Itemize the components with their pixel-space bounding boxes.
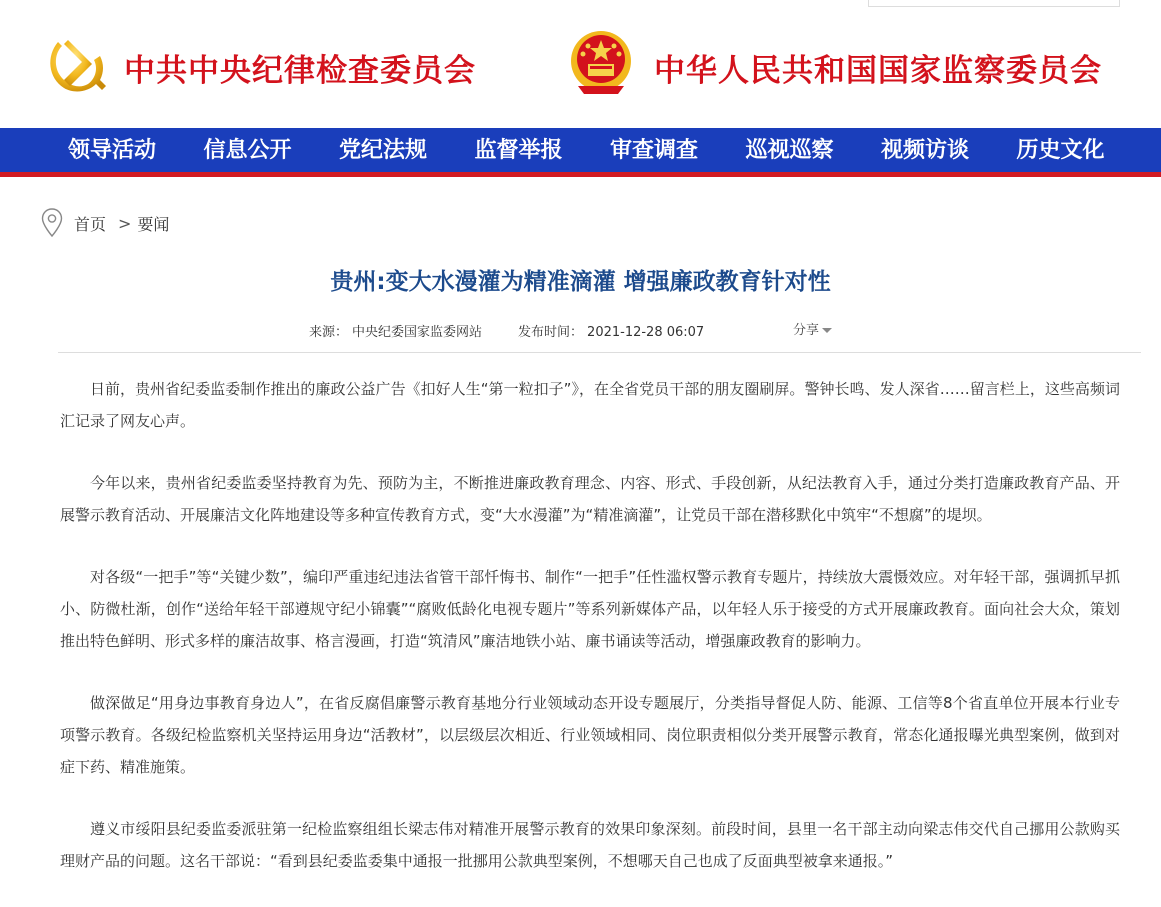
article-paragraph: 日前，贵州省纪委监委制作推出的廉政公益广告《扣好人生“第一粒扣子”》，在全省党员干部的朋友圈刷屏。警钟长鸣、发人深省……留言栏上，这些高频词汇记录了网友心声。 [60,380,1120,430]
source-value: 中央纪委国家监委网站 [352,325,483,340]
time-label: 发布时间： [518,325,584,340]
site-header [0,0,1161,128]
article-paragraph: 遵义市绥阳县纪委监委派驻第一纪检监察组组长梁志伟对精准开展警示教育的效果印象深刻。前段时间，县里一名干部主动向梁志伟交代自己挪用公款购买理财产品的问题。这名干部说：“看到县纪委监委集中通报一批挪用公款典型案例，不想哪天自己也成了反面典型被拿来通报。” [60,820,1120,870]
main-nav [0,128,1161,177]
share-label: 分享 [793,323,820,338]
nav-item-video[interactable]: 视频访谈 [881,137,970,163]
title-divider [58,352,1141,353]
article-title: 贵州:变大水漫灌为精准滴灌 增强廉政教育针对性 [330,269,831,295]
nav-item-reporting[interactable]: 监督举报 [474,137,563,163]
chevron-down-icon [822,328,832,333]
breadcrumb-current[interactable]: 要闻 [137,214,170,234]
article-meta [309,322,708,344]
breadcrumb [40,207,169,239]
share-button[interactable] [793,320,832,342]
article-body [60,373,1120,907]
nsc-title: 中华人民共和国国家监察委员会 [654,53,1102,89]
national-emblem-icon [568,28,634,98]
ccdi-title: 中共中央纪律检查委员会 [124,53,476,89]
nav-item-information[interactable]: 信息公开 [203,137,292,163]
breadcrumb-separator: > [118,213,132,233]
time-value: 2021-12-28 06:07 [587,325,705,340]
nav-item-inspection[interactable]: 巡视巡察 [745,137,834,163]
nav-list [68,128,1152,172]
nav-item-leadership[interactable]: 领导活动 [68,137,157,163]
nav-item-investigation[interactable]: 审查调查 [610,137,699,163]
location-pin-icon [40,207,64,239]
article-paragraph: 今年以来，贵州省纪委监委坚持教育为先、预防为主，不断推进廉政教育理念、内容、形式、手段创新，从纪法教育入手，通过分类打造廉政教育产品、开展警示教育活动、开展廉洁文化阵地建设等多种宣传教育方式，变“大水漫灌”为“精准滴灌”，让党员干部在潜移默化中筑牢“不想腐”的堤坝。 [60,474,1120,524]
article-paragraph: 对各级“一把手”等“关键少数”，编印严重违纪违法省管干部忏悔书、制作“一把手”任性滥权警示教育专题片，持续放大震慑效应。对年轻干部，强调抓早抓小、防微杜渐，创作“送给年轻干部遵规守纪小锦囊”“腐败低龄化电视专题片”等系列新媒体产品，以年轻人乐于接受的方式开展廉政教育。面向社会大众，策划推出特色鲜明、形式多样的廉洁故事、格言漫画，打造“筑清风”廉洁地铁小站、廉书诵读等活动，增强廉政教育的影响力。 [60,568,1120,650]
breadcrumb-home-link[interactable]: 首页 [74,214,107,234]
source-label: 来源： [309,325,349,340]
nav-item-history[interactable]: 历史文化 [1016,137,1105,163]
article-paragraph: 做深做足“用身边事教育身边人”，在省反腐倡廉警示教育基地分行业领域动态开设专题展厅，分类指导督促人防、能源、工信等8个省直单位开展本行业专项警示教育。各级纪检监察机关坚持运用身边“活教材”，以层级层次相近、行业领域相同、岗位职责相似分类开展警示教育，常态化通报曝光典型案例，做到对症下药、精准施策。 [60,694,1120,776]
nav-item-regulations[interactable]: 党纪法规 [339,137,428,163]
party-emblem-icon [44,34,108,98]
